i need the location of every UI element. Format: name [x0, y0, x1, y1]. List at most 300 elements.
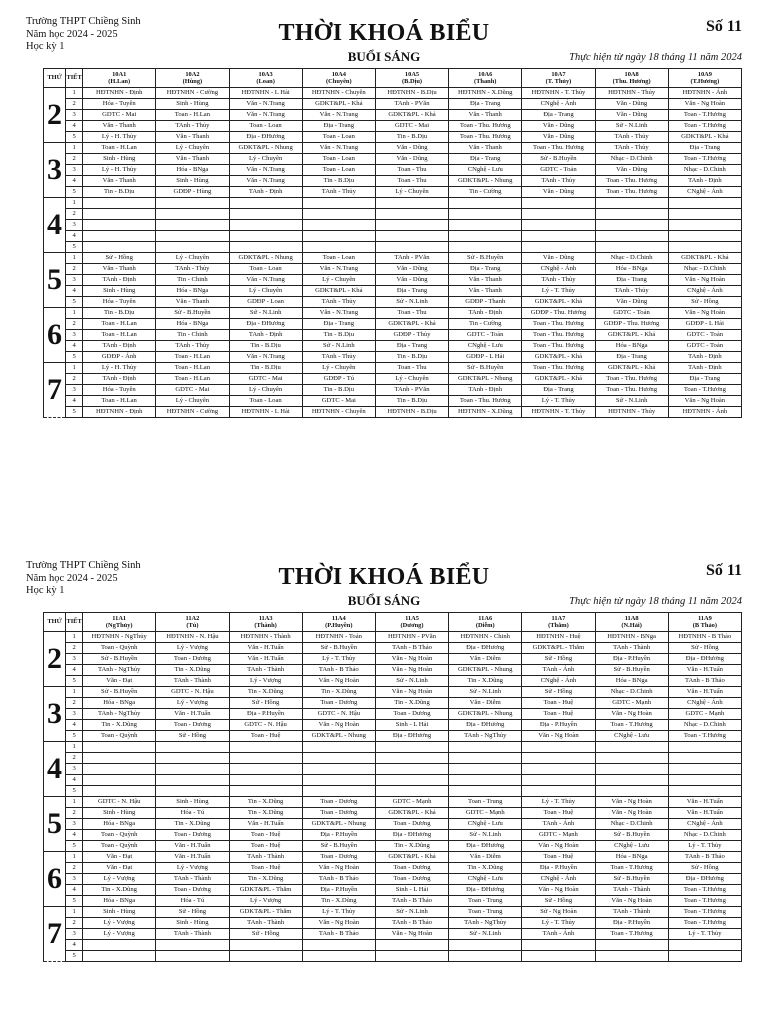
- table-row: [44, 121, 742, 132]
- lesson-cell: [375, 220, 448, 231]
- lesson-cell: Toan - Thu. Hương: [522, 341, 595, 352]
- table-row: [44, 264, 742, 275]
- lesson-cell: [375, 940, 448, 951]
- lesson-cell: [229, 786, 302, 797]
- table-row: [44, 654, 742, 665]
- lesson-cell: CNghệ - Lưu: [449, 165, 522, 176]
- table-row: [44, 374, 742, 385]
- lesson-cell: [83, 242, 156, 253]
- class-name: 10A3: [258, 70, 273, 78]
- period-number: 4: [66, 720, 83, 731]
- column-header-class: [302, 613, 375, 632]
- lesson-cell: Văn - Dũng: [375, 275, 448, 286]
- lesson-cell: Lý - H. Thủy: [83, 165, 156, 176]
- lesson-cell: GDTC - Toản: [668, 341, 741, 352]
- lesson-cell: [522, 231, 595, 242]
- day-label: 3: [44, 143, 66, 198]
- lesson-cell: Toan - T.Hương: [668, 885, 741, 896]
- lesson-cell: TAnh - Định: [229, 330, 302, 341]
- lesson-cell: Văn - N.Trang: [302, 110, 375, 121]
- lesson-cell: Sử - B.Huyền: [302, 841, 375, 852]
- lesson-cell: Sử - N.Linh: [595, 121, 668, 132]
- table-row: [44, 231, 742, 242]
- lesson-cell: GDĐP - Ánh: [83, 352, 156, 363]
- lesson-cell: TAnh - B Thảo: [375, 643, 448, 654]
- lesson-cell: Sử - N.Linh: [375, 676, 448, 687]
- table-row: [44, 242, 742, 253]
- column-header-day: THỨ: [44, 613, 66, 632]
- lesson-cell: Lý - Vượng: [156, 643, 229, 654]
- lesson-cell: Sinh - L Hải: [375, 885, 448, 896]
- lesson-cell: Sinh - Hùng: [83, 286, 156, 297]
- lesson-cell: HĐTNHN - Định: [83, 88, 156, 99]
- lesson-cell: Địa - Trang: [375, 286, 448, 297]
- lesson-cell: [449, 209, 522, 220]
- lesson-cell: TAnh - PVăn: [375, 253, 448, 264]
- lesson-cell: TAnh - Định: [668, 352, 741, 363]
- lesson-cell: Toan - Quỳnh: [83, 731, 156, 742]
- lesson-cell: GDKT&PL - Khả: [668, 253, 741, 264]
- period-number: 5: [66, 242, 83, 253]
- lesson-cell: Toan - T.Hương: [668, 907, 741, 918]
- lesson-cell: [229, 198, 302, 209]
- day-label: 4: [44, 198, 66, 253]
- day-label: 7: [44, 907, 66, 962]
- lesson-cell: GDKT&PL - Khả: [595, 363, 668, 374]
- class-name: 10A8: [624, 70, 639, 78]
- lesson-cell: TAnh - Thủy: [595, 286, 668, 297]
- lesson-cell: GDĐP - Thu. Hương: [522, 308, 595, 319]
- lesson-cell: [449, 764, 522, 775]
- lesson-cell: GDTC - N. Hậu: [83, 797, 156, 808]
- homeroom-teacher: (H.Lan): [108, 78, 131, 85]
- period-number: 1: [66, 253, 83, 264]
- lesson-cell: Văn - N.Trang: [229, 165, 302, 176]
- lesson-cell: Văn - H.Tuấn: [229, 654, 302, 665]
- period-number: 2: [66, 319, 83, 330]
- lesson-cell: GDKT&PL - Nhung: [449, 709, 522, 720]
- lesson-cell: Toan - Dương: [302, 808, 375, 819]
- lesson-cell: Văn - Đạt: [83, 852, 156, 863]
- period-number: 5: [66, 786, 83, 797]
- lesson-cell: Sử - N.Linh: [449, 929, 522, 940]
- lesson-cell: HĐTNHN - Thành: [229, 632, 302, 643]
- lesson-cell: Tin - Chinh: [156, 275, 229, 286]
- school-term: Học kỳ 1: [26, 41, 65, 52]
- lesson-cell: [229, 242, 302, 253]
- lesson-cell: TAnh - Thành: [156, 676, 229, 687]
- lesson-cell: Tin - B.Dịu: [375, 132, 448, 143]
- lesson-cell: Hóa - BNga: [156, 286, 229, 297]
- lesson-cell: GDTC - Mạnh: [375, 797, 448, 808]
- lesson-cell: [522, 764, 595, 775]
- lesson-cell: Sử - Hồng: [522, 896, 595, 907]
- lesson-cell: [595, 764, 668, 775]
- lesson-cell: Địa - Trang: [522, 385, 595, 396]
- lesson-cell: Văn - Dũng: [522, 132, 595, 143]
- lesson-cell: HĐTNHN - N. Hậu: [156, 632, 229, 643]
- lesson-cell: Lý - Chuyên: [156, 143, 229, 154]
- lesson-cell: TAnh - Định: [83, 341, 156, 352]
- table-row: [44, 632, 742, 643]
- lesson-cell: [156, 231, 229, 242]
- lesson-cell: Tin - B.Dịu: [83, 187, 156, 198]
- period-number: 1: [66, 363, 83, 374]
- lesson-cell: Toan - Huệ: [229, 841, 302, 852]
- lesson-cell: Văn - Ng Hoàn: [375, 687, 448, 698]
- lesson-cell: Địa - Trang: [449, 264, 522, 275]
- lesson-cell: Sử - B.Huyền: [449, 253, 522, 264]
- lesson-cell: Hóa - BNga: [83, 896, 156, 907]
- lesson-cell: Văn - Ng Hoàn: [302, 676, 375, 687]
- lesson-cell: Văn - Dũng: [595, 165, 668, 176]
- table-row: [44, 808, 742, 819]
- homeroom-teacher: (Thanh): [474, 78, 497, 85]
- lesson-cell: [668, 209, 741, 220]
- lesson-cell: [302, 220, 375, 231]
- table-row: [44, 918, 742, 929]
- lesson-cell: Lý - Chuyên: [302, 363, 375, 374]
- column-header-class: [229, 69, 302, 88]
- lesson-cell: Văn - Ng Hoàn: [595, 709, 668, 720]
- homeroom-teacher: (Tú): [186, 622, 199, 629]
- lesson-cell: Văn - H.Tuấn: [229, 643, 302, 654]
- lesson-cell: Lý - T. Thủy: [522, 918, 595, 929]
- lesson-cell: [449, 951, 522, 962]
- lesson-cell: GDTC - Mạnh: [595, 698, 668, 709]
- lesson-cell: Tin - B.Dịu: [229, 363, 302, 374]
- lesson-cell: Địa - P.Huyền: [595, 918, 668, 929]
- lesson-cell: Văn - Ng Hoàn: [522, 731, 595, 742]
- lesson-cell: [522, 940, 595, 951]
- lesson-cell: Sử - Hồng: [156, 731, 229, 742]
- lesson-cell: [522, 242, 595, 253]
- lesson-cell: CNghệ - Ánh: [668, 819, 741, 830]
- lesson-cell: Toan - Dương: [375, 874, 448, 885]
- table-row: [44, 676, 742, 687]
- period-number: 4: [66, 341, 83, 352]
- lesson-cell: [522, 753, 595, 764]
- period-number: 4: [66, 121, 83, 132]
- lesson-cell: [668, 786, 741, 797]
- table-row: [44, 396, 742, 407]
- lesson-cell: GDTC - Toản: [595, 308, 668, 319]
- lesson-cell: Toan - Dương: [156, 654, 229, 665]
- lesson-cell: Văn - Dũng: [375, 154, 448, 165]
- lesson-cell: Hóa - Tú: [156, 808, 229, 819]
- table-row: [44, 698, 742, 709]
- lesson-cell: HĐTNHN - T. Thủy: [522, 88, 595, 99]
- lesson-cell: [229, 940, 302, 951]
- table-row: [44, 874, 742, 885]
- timetable-table: [43, 68, 742, 418]
- period-number: 3: [66, 330, 83, 341]
- lesson-cell: [83, 940, 156, 951]
- lesson-cell: GDKT&PL - Nhung: [449, 665, 522, 676]
- school-name: Trường THPT Chiềng Sinh: [26, 16, 141, 27]
- lesson-cell: [668, 764, 741, 775]
- lesson-cell: Lý - Chuyên: [229, 286, 302, 297]
- lesson-cell: Văn - Ng Hoàn: [595, 896, 668, 907]
- period-number: 1: [66, 907, 83, 918]
- lesson-cell: GDKT&PL - Khả: [302, 286, 375, 297]
- timetable-table: [43, 612, 742, 962]
- lesson-cell: Hóa - BNga: [595, 341, 668, 352]
- lesson-cell: Toan - Thu. Hương: [595, 176, 668, 187]
- table-row: [44, 665, 742, 676]
- lesson-cell: Lý - T. Thủy: [668, 841, 741, 852]
- period-number: 3: [66, 220, 83, 231]
- lesson-cell: [668, 198, 741, 209]
- lesson-cell: Toan - H.Lan: [83, 330, 156, 341]
- period-number: 3: [66, 110, 83, 121]
- lesson-cell: Sinh - Hùng: [83, 154, 156, 165]
- period-number: 2: [66, 753, 83, 764]
- period-number: 5: [66, 297, 83, 308]
- lesson-cell: Văn - N.Trang: [302, 143, 375, 154]
- lesson-cell: Văn - Ng Hoàn: [668, 99, 741, 110]
- lesson-cell: GDTC - Toản: [449, 330, 522, 341]
- lesson-cell: Văn - Ng Hoàn: [668, 396, 741, 407]
- lesson-cell: [449, 786, 522, 797]
- lesson-cell: Văn - N.Trang: [302, 308, 375, 319]
- lesson-cell: Nhạc - D.Chinh: [595, 819, 668, 830]
- homeroom-teacher: (B.Dịu): [401, 78, 423, 85]
- lesson-cell: Toan - Dương: [302, 698, 375, 709]
- lesson-cell: [449, 742, 522, 753]
- lesson-cell: Địa - ĐHương: [229, 319, 302, 330]
- lesson-cell: TAnh - Thành: [229, 852, 302, 863]
- lesson-cell: Tin - B.Dịu: [375, 396, 448, 407]
- period-number: 4: [66, 775, 83, 786]
- lesson-cell: Văn - N.Trang: [229, 110, 302, 121]
- table-row: [44, 742, 742, 753]
- lesson-cell: Toan - Thu: [375, 176, 448, 187]
- lesson-cell: GDĐP - Hùng: [156, 187, 229, 198]
- lesson-cell: TAnh - Định: [83, 275, 156, 286]
- lesson-cell: HĐTNHN - Cường: [156, 407, 229, 418]
- period-number: 3: [66, 165, 83, 176]
- lesson-cell: HĐTNHN - T. Thủy: [522, 407, 595, 418]
- lesson-cell: CNghệ - Lưu: [595, 731, 668, 742]
- period-number: 3: [66, 929, 83, 940]
- lesson-cell: Toan - T.Hương: [668, 154, 741, 165]
- lesson-cell: Sử - B.Huyền: [595, 874, 668, 885]
- lesson-cell: [229, 220, 302, 231]
- lesson-cell: TAnh - NgThủy: [449, 918, 522, 929]
- lesson-cell: Lý - T. Thủy: [522, 396, 595, 407]
- lesson-cell: CNghệ - Ánh: [522, 676, 595, 687]
- lesson-cell: Hóa - Tuyên: [83, 385, 156, 396]
- lesson-cell: Hóa - Tuyên: [83, 99, 156, 110]
- period-number: 5: [66, 841, 83, 852]
- lesson-cell: HĐTNHN - Chuyên: [302, 407, 375, 418]
- lesson-cell: TAnh - Thành: [229, 918, 302, 929]
- homeroom-teacher: (Thu. Hương): [612, 78, 651, 85]
- lesson-cell: Địa - P.Huyền: [522, 720, 595, 731]
- lesson-cell: Toan - T.Hương: [668, 918, 741, 929]
- lesson-cell: Địa - P.Huyền: [302, 885, 375, 896]
- lesson-cell: Sinh - Hùng: [83, 808, 156, 819]
- lesson-cell: Toan - T.Hương: [668, 385, 741, 396]
- period-number: 5: [66, 352, 83, 363]
- lesson-cell: Văn - Ng Hoàn: [522, 841, 595, 852]
- period-number: 2: [66, 643, 83, 654]
- lesson-cell: GDTC - Toản: [668, 330, 741, 341]
- lesson-cell: [449, 753, 522, 764]
- lesson-cell: Địa - Trang: [375, 341, 448, 352]
- lesson-cell: Lý - Vượng: [156, 698, 229, 709]
- period-number: 5: [66, 187, 83, 198]
- lesson-cell: Sử - Ng Hoàn: [522, 907, 595, 918]
- lesson-cell: Sinh - Hùng: [156, 797, 229, 808]
- table-row: [44, 753, 742, 764]
- lesson-cell: TAnh - Thủy: [156, 121, 229, 132]
- lesson-cell: GDĐP - Thu. Hương: [595, 319, 668, 330]
- column-header-class: [449, 69, 522, 88]
- lesson-cell: [83, 220, 156, 231]
- lesson-cell: TAnh - Định: [668, 363, 741, 374]
- table-row: [44, 88, 742, 99]
- lesson-cell: [302, 951, 375, 962]
- homeroom-teacher: (Thắm): [548, 622, 569, 629]
- effective-date: Thực hiện từ ngày 18 tháng 11 năm 2024: [569, 596, 742, 607]
- lesson-cell: [595, 220, 668, 231]
- lesson-cell: TAnh - NgThủy: [83, 665, 156, 676]
- lesson-cell: CNghệ - Ánh: [668, 698, 741, 709]
- day-label: 6: [44, 308, 66, 363]
- lesson-cell: Văn - Thanh: [449, 275, 522, 286]
- lesson-cell: [668, 742, 741, 753]
- table-row: [44, 187, 742, 198]
- timetable-sheet-grade-10: [0, 8, 768, 415]
- table-row: [44, 143, 742, 154]
- period-number: 3: [66, 654, 83, 665]
- homeroom-teacher: (N.Hải): [621, 622, 642, 629]
- lesson-cell: Văn - H.Tuấn: [668, 797, 741, 808]
- lesson-cell: [595, 951, 668, 962]
- homeroom-teacher: (T.Hương): [690, 78, 720, 85]
- lesson-cell: [595, 231, 668, 242]
- lesson-cell: TAnh - Định: [449, 308, 522, 319]
- lesson-cell: GDTC - Mai: [302, 396, 375, 407]
- lesson-cell: GDKT&PL - Nhung: [229, 143, 302, 154]
- lesson-cell: [375, 198, 448, 209]
- period-number: 5: [66, 676, 83, 687]
- lesson-cell: GDĐP - Thủy: [375, 330, 448, 341]
- lesson-cell: Hóa - BNga: [83, 698, 156, 709]
- lesson-cell: [522, 951, 595, 962]
- class-name: 10A7: [551, 70, 566, 78]
- lesson-cell: Toan - Huệ: [229, 731, 302, 742]
- lesson-cell: Văn - Thanh: [83, 176, 156, 187]
- lesson-cell: TAnh - Thành: [156, 929, 229, 940]
- lesson-cell: Toan - T.Hương: [595, 863, 668, 874]
- class-name: 11A8: [624, 614, 639, 622]
- lesson-cell: Toan - Dương: [375, 863, 448, 874]
- lesson-cell: [156, 209, 229, 220]
- lesson-cell: Địa - ĐHương: [449, 720, 522, 731]
- lesson-cell: GDKT&PL - Thắm: [522, 643, 595, 654]
- period-number: 2: [66, 209, 83, 220]
- table-row: [44, 951, 742, 962]
- lesson-cell: [522, 786, 595, 797]
- lesson-cell: GDTC - N. Hậu: [302, 709, 375, 720]
- lesson-cell: Lý - H. Thủy: [83, 363, 156, 374]
- lesson-cell: [449, 242, 522, 253]
- lesson-cell: TAnh - Thủy: [156, 341, 229, 352]
- period-number: 2: [66, 863, 83, 874]
- lesson-cell: HĐTNHN - L Hải: [229, 88, 302, 99]
- lesson-cell: Hóa - BNga: [83, 819, 156, 830]
- table-row: [44, 940, 742, 951]
- lesson-cell: Địa - Trang: [595, 275, 668, 286]
- lesson-cell: Toan - Trung: [449, 907, 522, 918]
- day-label: 7: [44, 363, 66, 418]
- lesson-cell: GDTC - Mạnh: [668, 709, 741, 720]
- homeroom-teacher: (Dương): [400, 622, 424, 629]
- lesson-cell: HĐTNHN - Huệ: [522, 632, 595, 643]
- school-year: Năm học 2024 - 2025: [26, 28, 118, 40]
- lesson-cell: [375, 742, 448, 753]
- homeroom-teacher: (B Thảo): [692, 622, 717, 629]
- table-row: [44, 407, 742, 418]
- lesson-cell: Văn - Thanh: [83, 264, 156, 275]
- lesson-cell: Tin - X.Dũng: [156, 819, 229, 830]
- lesson-cell: HĐTNHN - L Hải: [229, 407, 302, 418]
- lesson-cell: [229, 951, 302, 962]
- table-row: [44, 341, 742, 352]
- lesson-cell: [83, 742, 156, 753]
- lesson-cell: GDTC - Mai: [156, 385, 229, 396]
- lesson-cell: TAnh - NgThủy: [83, 709, 156, 720]
- period-number: 4: [66, 830, 83, 841]
- table-row: [44, 308, 742, 319]
- lesson-cell: Sử - B.Huyền: [595, 665, 668, 676]
- period-number: 3: [66, 385, 83, 396]
- lesson-cell: Văn - Thanh: [156, 132, 229, 143]
- lesson-cell: Văn - Dũng: [595, 297, 668, 308]
- table-row: [44, 841, 742, 852]
- lesson-cell: [302, 775, 375, 786]
- period-number: 2: [66, 99, 83, 110]
- period-number: 5: [66, 731, 83, 742]
- lesson-cell: [375, 786, 448, 797]
- lesson-cell: [375, 764, 448, 775]
- table-row: [44, 764, 742, 775]
- table-row: [44, 786, 742, 797]
- lesson-cell: Lý - Vượng: [229, 896, 302, 907]
- class-name: 11A3: [258, 614, 273, 622]
- lesson-cell: Toan - T.Hương: [595, 720, 668, 731]
- lesson-cell: Hóa - Tú: [156, 896, 229, 907]
- lesson-cell: Toan - H.Lan: [156, 352, 229, 363]
- table-row: [44, 709, 742, 720]
- lesson-cell: GDĐP - L Hải: [449, 352, 522, 363]
- lesson-cell: Văn - Ng Hoàn: [375, 654, 448, 665]
- lesson-cell: HĐTNHN - PVăn: [375, 632, 448, 643]
- lesson-cell: Toan - T.Hương: [595, 929, 668, 940]
- lesson-cell: Nhạc - D.Chinh: [668, 720, 741, 731]
- lesson-cell: Văn - Thanh: [449, 110, 522, 121]
- lesson-cell: GDĐP - Tú: [302, 374, 375, 385]
- lesson-cell: Sinh - L Hải: [375, 720, 448, 731]
- lesson-cell: [156, 786, 229, 797]
- lesson-cell: [375, 775, 448, 786]
- lesson-cell: Toan - Thu. Hương: [595, 187, 668, 198]
- lesson-cell: HĐTNHN - Chinh: [449, 632, 522, 643]
- lesson-cell: Toan - Loan: [302, 253, 375, 264]
